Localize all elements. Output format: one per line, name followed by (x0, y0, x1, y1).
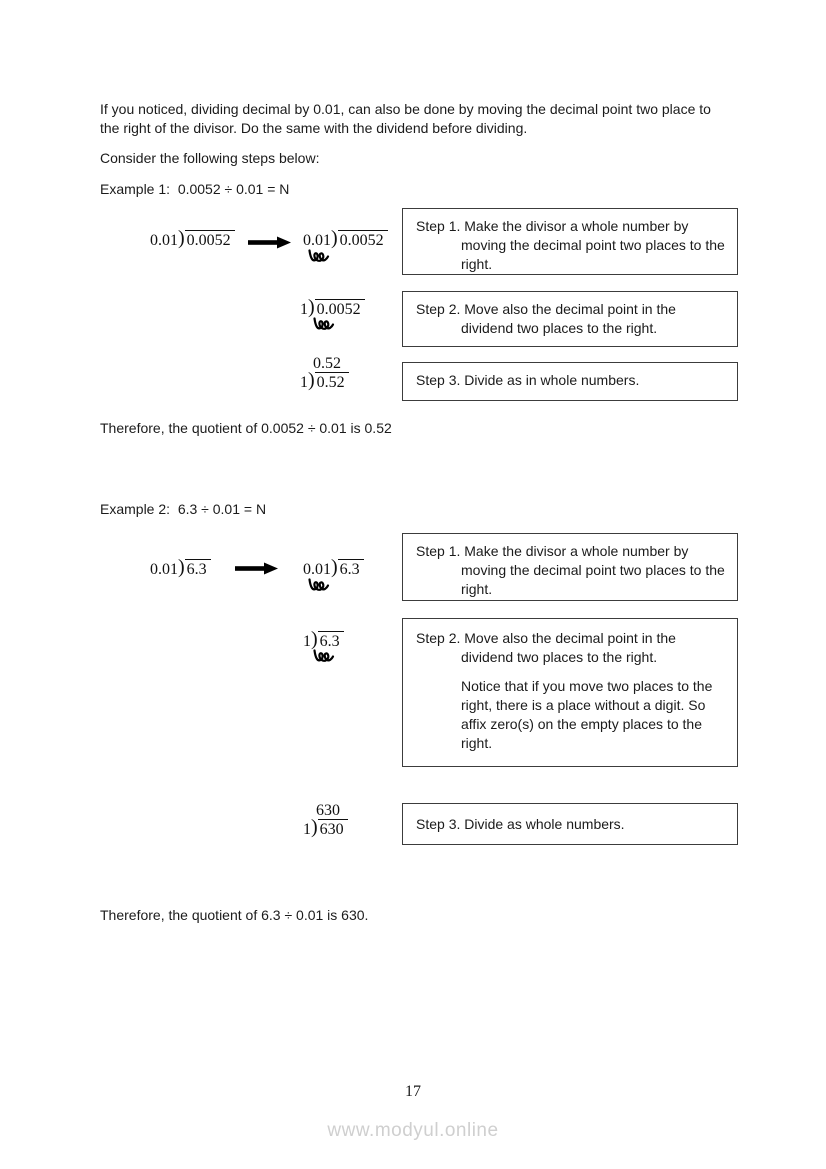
example1-title: Example 1: 0.0052 ÷ 0.01 = N (100, 181, 290, 197)
division-bracket: ) (311, 628, 318, 650)
division-bracket: ) (178, 227, 185, 249)
dividend: 0.0052 (315, 299, 365, 318)
step-text: Move also the decimal point in the dividend two places to the right. (461, 301, 676, 336)
ex2-division-final (303, 802, 348, 839)
ex2-step1-box (402, 533, 738, 601)
ex2-division-dividend-moved (303, 628, 344, 651)
step-label: Step 2. (416, 630, 461, 646)
division-bracket: ) (331, 556, 338, 578)
ex2-step2-box (402, 618, 738, 767)
step-label: Step 1. (416, 543, 461, 559)
ex1-step1-box (402, 208, 738, 275)
division-row (303, 227, 388, 250)
consider-line: Consider the following steps below: (100, 150, 320, 166)
division-bracket: ) (308, 296, 315, 318)
divisor: 0.01 (150, 561, 178, 578)
divisor: 0.01 (303, 561, 331, 578)
ex1-step2-box (402, 291, 738, 347)
step-label: Step 3. (416, 816, 461, 832)
ex1-step3-box (402, 362, 738, 401)
decimal-move-squiggle-icon (308, 249, 330, 264)
step-label: Step 1. (416, 218, 461, 234)
division-bracket: ) (178, 556, 185, 578)
ex2-division-divisor-moved (303, 556, 364, 579)
dividend: 6.3 (338, 559, 364, 578)
division-row (303, 816, 348, 839)
divisor: 1 (300, 301, 308, 318)
division-bracket: ) (331, 227, 338, 249)
divisor: 1 (303, 633, 311, 650)
ex1-division-divisor-moved (303, 227, 388, 250)
division-row (150, 556, 211, 579)
decimal-move-squiggle-icon (308, 578, 330, 593)
step-text: Divide as whole numbers. (464, 816, 625, 832)
divisor: 1 (300, 374, 308, 391)
step-text: Move also the decimal point in the dividend two places to the right. (461, 630, 676, 665)
right-arrow-icon (235, 562, 279, 575)
example2-conclusion: Therefore, the quotient of 6.3 ÷ 0.01 is 630. (100, 907, 369, 923)
dividend: 0.52 (315, 372, 349, 391)
division-row (150, 227, 235, 250)
divisor: 1 (303, 821, 311, 838)
step-note: Notice that if you move two places to the right, there is a place without a digit. So affix zero(s) on the empty places to the right. (461, 678, 713, 751)
step-text: Make the divisor a whole number by moving the decimal point two places to the right. (461, 218, 725, 272)
decimal-move-squiggle-icon (313, 317, 335, 332)
dividend: 630 (318, 819, 348, 838)
example2-title: Example 2: 6.3 ÷ 0.01 = N (100, 501, 267, 517)
divisor: 0.01 (150, 232, 178, 249)
right-arrow-icon (248, 236, 292, 249)
ex2-step3-box (402, 803, 738, 845)
ex1-division-initial (150, 227, 235, 250)
step-text: Divide as in whole numbers. (464, 372, 640, 388)
example1-conclusion: Therefore, the quotient of 0.0052 ÷ 0.01 is 0.52 (100, 420, 392, 436)
dividend: 6.3 (318, 631, 344, 650)
step-label: Step 3. (416, 372, 461, 388)
ex1-division-dividend-moved (300, 296, 365, 319)
division-row (300, 369, 349, 392)
quotient: 0.52 (313, 355, 341, 372)
step-text: Make the divisor a whole number by moving the decimal point two places to the right. (461, 543, 725, 597)
division-bracket: ) (311, 816, 318, 838)
quotient: 630 (316, 802, 340, 819)
ex2-division-initial (150, 556, 211, 579)
ex1-division-final (300, 355, 349, 392)
page-number: 17 (405, 1083, 421, 1100)
intro-paragraph: If you noticed, dividing decimal by 0.01, can also be done by moving the decimal point two place to the right of the divisor. Do the same with the dividend before dividing. (100, 101, 711, 136)
division-row (303, 556, 364, 579)
decimal-move-squiggle-icon (313, 649, 335, 664)
dividend: 0.0052 (338, 230, 388, 249)
division-bracket: ) (308, 369, 315, 391)
dividend: 6.3 (185, 559, 211, 578)
step-label: Step 2. (416, 301, 461, 317)
dividend: 0.0052 (185, 230, 235, 249)
divisor: 0.01 (303, 232, 331, 249)
watermark: www.modyul.online (327, 1120, 499, 1141)
